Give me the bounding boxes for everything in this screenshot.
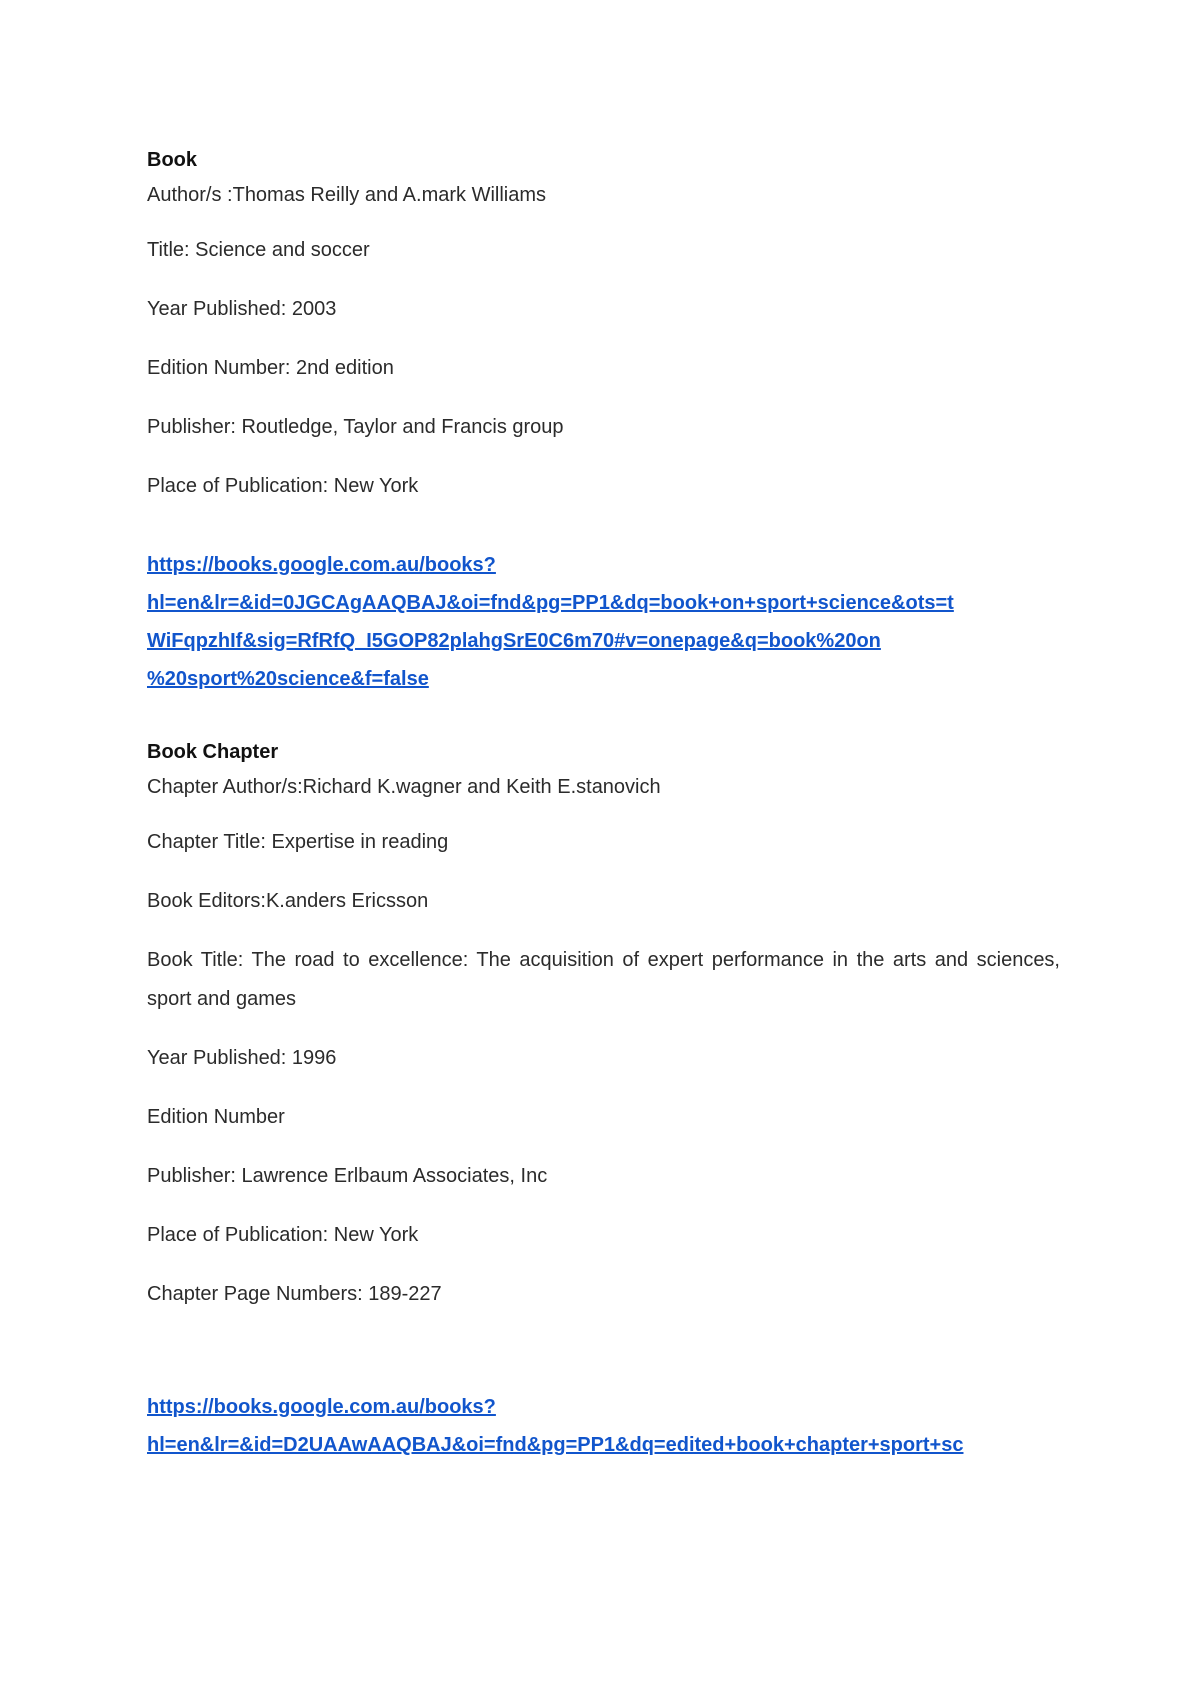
book-editors: Book Editors:K.anders Ericsson bbox=[147, 890, 429, 912]
chapter-publisher: Publisher: Lawrence Erlbaum Associates, Inc bbox=[147, 1165, 548, 1187]
chapter-place: Place of Publication: New York bbox=[147, 1224, 419, 1246]
document-page bbox=[147, 140, 1060, 1464]
book-place: Place of Publication: New York bbox=[147, 475, 419, 497]
book-chapter-link-line[interactable]: https://books.google.com.au/books? bbox=[147, 1396, 496, 1418]
book-link[interactable] bbox=[147, 546, 1060, 698]
book-year: Year Published: 2003 bbox=[147, 298, 337, 320]
chapter-pages: Chapter Page Numbers: 189-227 bbox=[147, 1283, 442, 1305]
chapter-title: Chapter Title: Expertise in reading bbox=[147, 831, 449, 853]
book-chapter-link-line[interactable]: hl=en&lr=&id=D2UAAwAAQBAJ&oi=fnd&pg=PP1&dq=edited+book+chapter+sport+sc bbox=[147, 1434, 964, 1456]
chapter-book-title: Book Title: The road to excellence: The acquisition of expert performance in the arts and sciences, sport and games bbox=[147, 949, 1060, 1010]
book-chapter-section bbox=[147, 732, 1060, 1464]
book-authors: Author/s :Thomas Reilly and A.mark Williams bbox=[147, 184, 547, 206]
book-chapter-link[interactable] bbox=[147, 1388, 1060, 1464]
book-link-line[interactable]: https://books.google.com.au/books? bbox=[147, 554, 496, 576]
book-link-line[interactable]: %20sport%20science&f=false bbox=[147, 668, 429, 690]
book-chapter-heading: Book Chapter bbox=[147, 741, 279, 763]
book-edition: Edition Number: 2nd edition bbox=[147, 357, 394, 379]
book-link-line[interactable]: WiFqpzhIf&sig=RfRfQ_I5GOP82plahgSrE0C6m70#v=onepage&q=book%20on bbox=[147, 630, 881, 652]
chapter-year: Year Published: 1996 bbox=[147, 1047, 337, 1069]
book-heading: Book bbox=[147, 149, 197, 171]
chapter-edition: Edition Number bbox=[147, 1106, 285, 1128]
chapter-authors: Chapter Author/s:Richard K.wagner and Keith E.stanovich bbox=[147, 776, 661, 798]
book-publisher: Publisher: Routledge, Taylor and Francis group bbox=[147, 416, 564, 438]
book-title: Title: Science and soccer bbox=[147, 239, 370, 261]
book-section bbox=[147, 140, 1060, 698]
book-link-line[interactable]: hl=en&lr=&id=0JGCAgAAQBAJ&oi=fnd&pg=PP1&dq=book+on+sport+science&ots=t bbox=[147, 592, 954, 614]
